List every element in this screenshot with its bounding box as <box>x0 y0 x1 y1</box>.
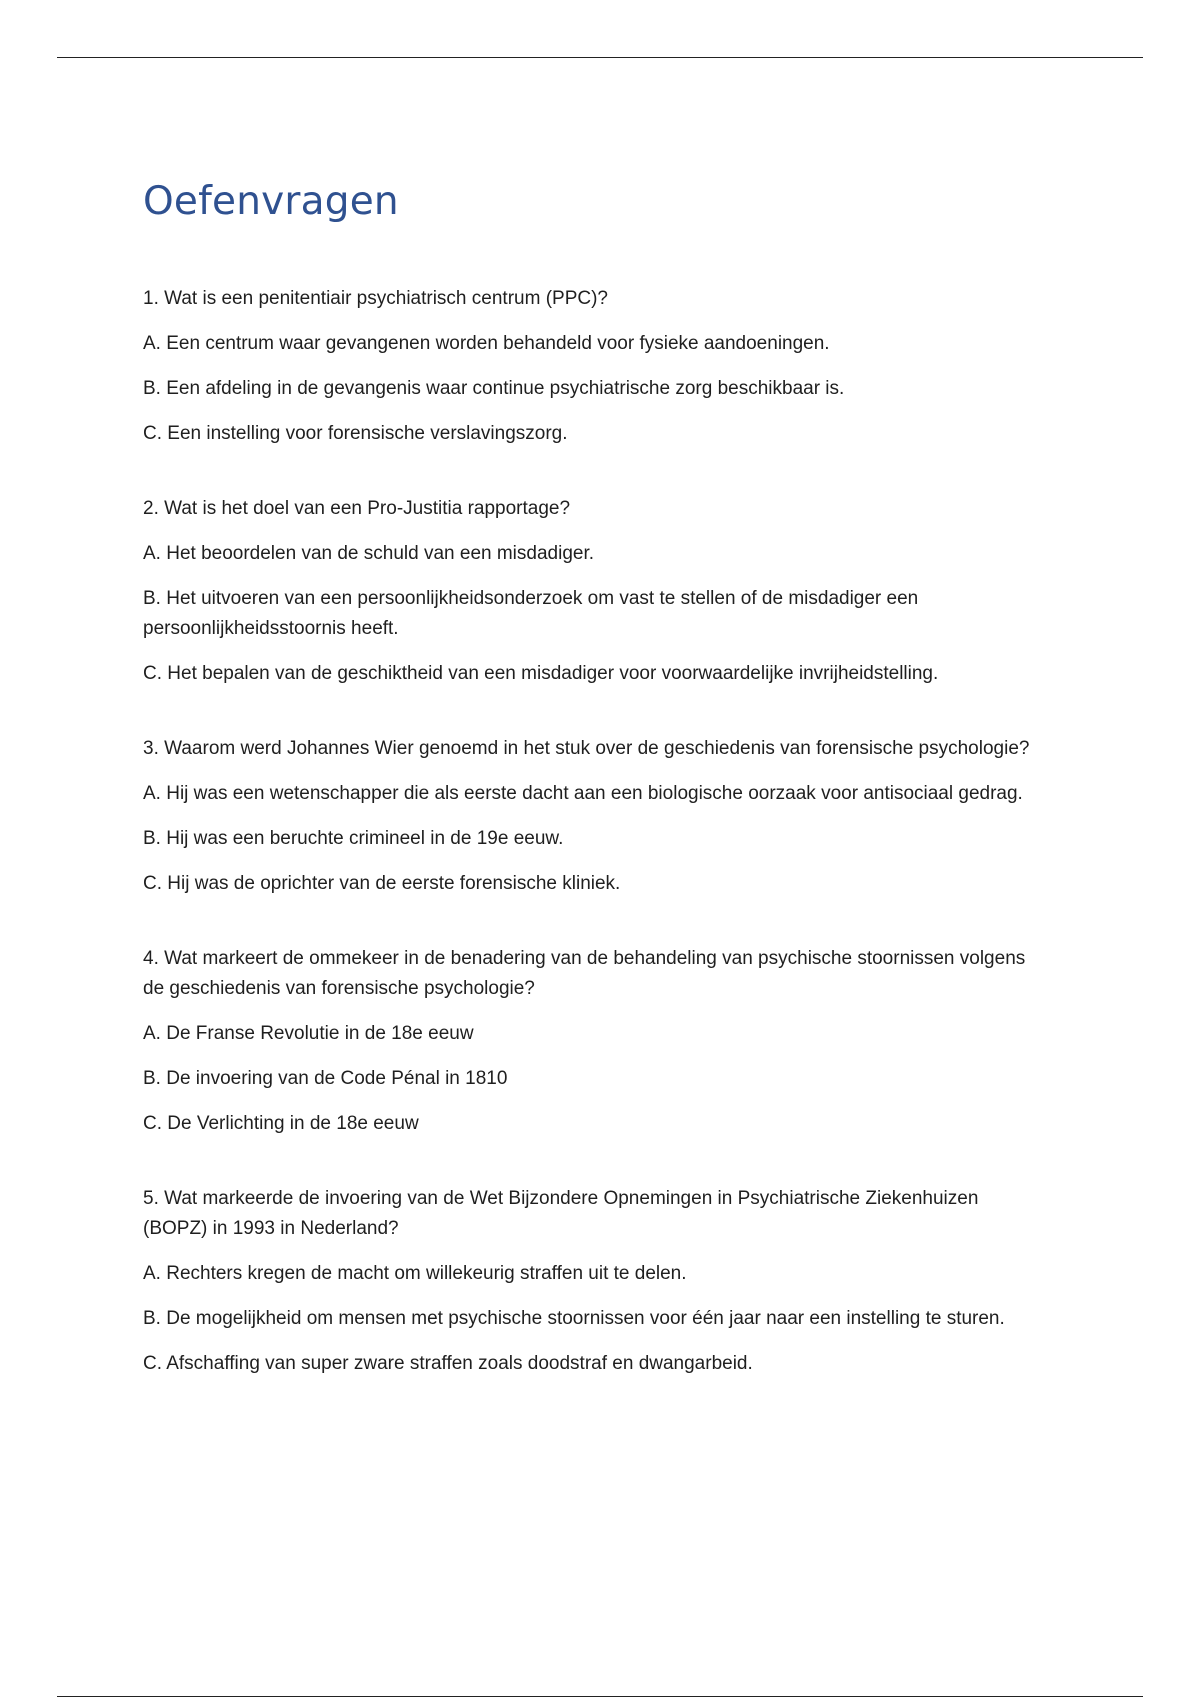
question-3-text: 3. Waarom werd Johannes Wier genoemd in het stuk over de geschiedenis van forensische psychologie? <box>143 738 1030 759</box>
question-5 <box>143 1184 1043 1379</box>
question-2 <box>143 494 1043 689</box>
question-1-option-c: C. Een instelling voor forensische verslavingszorg. <box>143 423 568 444</box>
question-4 <box>143 944 1043 1139</box>
question-3-option-b: B. Hij was een beruchte crimineel in de 19e eeuw. <box>143 828 564 849</box>
footer-rule <box>57 1696 1143 1697</box>
question-3-option-a: A. Hij was een wetenschapper die als eerste dacht aan een biologische oorzaak voor antisociaal gedrag. <box>143 783 1023 804</box>
question-3-option-c: C. Hij was de oprichter van de eerste forensische kliniek. <box>143 873 621 894</box>
question-1 <box>143 284 1043 449</box>
question-4-text: 4. Wat markeert de ommekeer in de benadering van de behandeling van psychische stoornissen volgens de geschiedenis van forensische psychologie? <box>143 948 1026 999</box>
question-5-text: 5. Wat markeerde de invoering van de Wet Bijzondere Opnemingen in Psychiatrische Ziekenhuizen (BOPZ) in 1993 in Nederland? <box>143 1188 979 1239</box>
question-4-option-c: C. De Verlichting in de 18e eeuw <box>143 1113 419 1134</box>
question-1-option-a: A. Een centrum waar gevangenen worden behandeld voor fysieke aandoeningen. <box>143 333 830 354</box>
page-title: Oefenvragen <box>143 179 399 224</box>
question-2-option-b: B. Het uitvoeren van een persoonlijkheidsonderzoek om vast te stellen of de misdadiger een persoonlijkheidsstoornis heeft. <box>143 588 919 639</box>
question-1-option-b: B. Een afdeling in de gevangenis waar continue psychiatrische zorg beschikbaar is. <box>143 378 845 399</box>
question-1-text: 1. Wat is een penitentiair psychiatrisch centrum (PPC)? <box>143 288 608 309</box>
question-4-option-a: A. De Franse Revolutie in de 18e eeuw <box>143 1023 474 1044</box>
question-2-text: 2. Wat is het doel van een Pro-Justitia rapportage? <box>143 498 571 519</box>
question-3 <box>143 734 1043 899</box>
header-rule <box>57 57 1143 58</box>
question-5-option-b: B. De mogelijkheid om mensen met psychische stoornissen voor één jaar naar een instelling te sturen. <box>143 1308 1005 1329</box>
question-5-option-c: C. Afschaffing van super zware straffen zoals doodstraf en dwangarbeid. <box>143 1353 753 1374</box>
document-body <box>143 178 1043 1394</box>
question-2-option-a: A. Het beoordelen van de schuld van een misdadiger. <box>143 543 595 564</box>
question-2-option-c: C. Het bepalen van de geschiktheid van een misdadiger voor voorwaardelijke invrijheidstelling. <box>143 663 939 684</box>
question-4-option-b: B. De invoering van de Code Pénal in 1810 <box>143 1068 508 1089</box>
question-5-option-a: A. Rechters kregen de macht om willekeurig straffen uit te delen. <box>143 1263 687 1284</box>
